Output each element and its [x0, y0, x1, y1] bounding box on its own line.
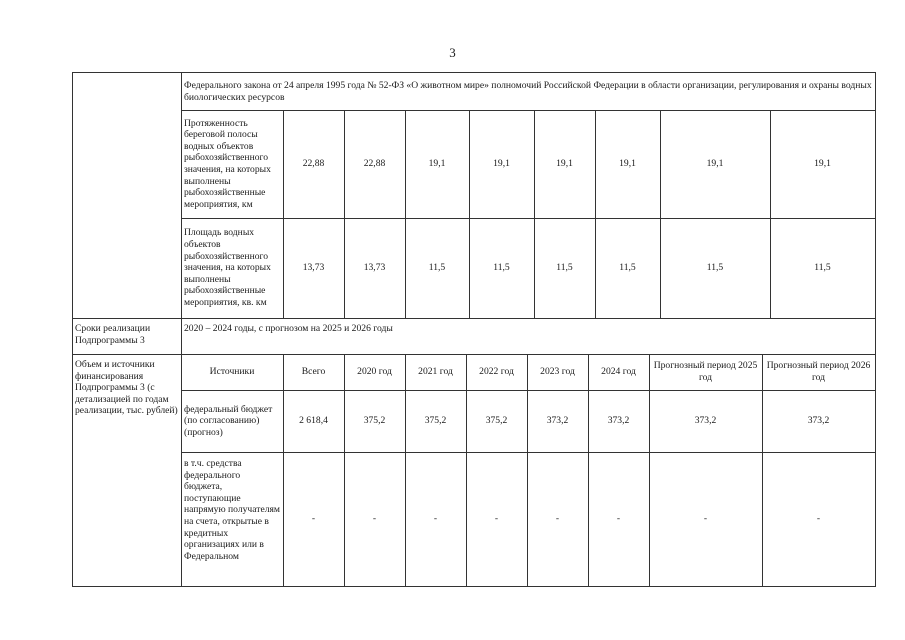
timing-value: 2020 – 2024 годы, с прогнозом на 2025 и 2026 годы [184, 323, 393, 334]
finance-value: - [816, 513, 821, 525]
finance-value: 375,2 [485, 415, 508, 427]
indicator-value: 11,5 [493, 262, 510, 274]
finance-value: - [494, 513, 499, 525]
indicator-value: 19,1 [619, 158, 636, 170]
indicator-value: 11,5 [814, 262, 831, 274]
finance-value: - [703, 513, 708, 525]
indicator-value: 22,88 [363, 158, 386, 170]
timing-label: Сроки реализации Подпрограммы 3 [75, 323, 151, 346]
finance-value: 373,2 [694, 415, 717, 427]
finance-value: 2 618,4 [299, 415, 328, 427]
indicator-value: 19,1 [706, 158, 724, 170]
indicator-value: 19,1 [493, 158, 510, 170]
indicator-value: 13,73 [302, 262, 325, 274]
finance-label: Объем и источники финансирования Подпрограммы 3 (с детализацией по годам реализации, тыс. рублей) [75, 359, 178, 417]
finance-value: - [433, 513, 438, 525]
finance-value: 373,2 [607, 415, 630, 427]
finance-value: 375,2 [424, 415, 447, 427]
finance-header: 2021 год [418, 366, 453, 378]
finance-value: 375,2 [363, 415, 386, 427]
indicator-value: 19,1 [556, 158, 573, 170]
indicator-value: 19,1 [814, 158, 831, 170]
indicator-label-coastline: Протяженность береговой полосы водных объектов рыбохозяйственного значения, на которых выполнены рыбохозяйственные мероприятия, км [184, 117, 271, 210]
indicator-label-area: Площадь водных объектов рыбохозяйственного значения, на которых выполнены рыбохозяйственные мероприятия, кв. км [184, 227, 271, 308]
finance-header: 2024 год [601, 366, 636, 378]
law-text: Федерального закона от 24 апреля 1995 года № 52-ФЗ «О животном мире» полномочий Российской Федерации в области организации, регулирования и охраны водных биологических ресурсов [184, 80, 872, 103]
finance-source-direct: в т.ч. средства федерального бюджета, поступающие напрямую получателям на счета, открытые в кредитных организациях или в Федеральном [184, 458, 280, 562]
finance-source-federal: федеральный бюджет (по согласованию) (прогноз) [184, 403, 273, 438]
finance-header: Источники [209, 366, 255, 378]
page-number: 3 [449, 45, 456, 60]
finance-value: 373,2 [546, 415, 569, 427]
finance-value: - [616, 513, 621, 525]
indicator-value: 11,5 [556, 262, 573, 274]
indicator-value: 19,1 [428, 158, 446, 170]
finance-header: 2022 год [479, 366, 514, 378]
finance-value: - [372, 513, 377, 525]
finance-header: Всего [301, 366, 326, 378]
indicator-value: 22,88 [302, 158, 325, 170]
finance-header: Прогнозный период 2026 год [766, 360, 871, 383]
finance-header: Прогнозный период 2025 год [653, 360, 758, 383]
indicator-value: 11,5 [706, 262, 724, 274]
indicator-value: 11,5 [619, 262, 636, 274]
finance-value: - [555, 513, 560, 525]
finance-header: 2020 год [357, 366, 392, 378]
finance-value: 373,2 [807, 415, 830, 427]
finance-value: - [311, 513, 316, 525]
finance-header: 2023 год [540, 366, 575, 378]
indicator-value: 13,73 [363, 262, 386, 274]
indicator-value: 11,5 [428, 262, 446, 274]
